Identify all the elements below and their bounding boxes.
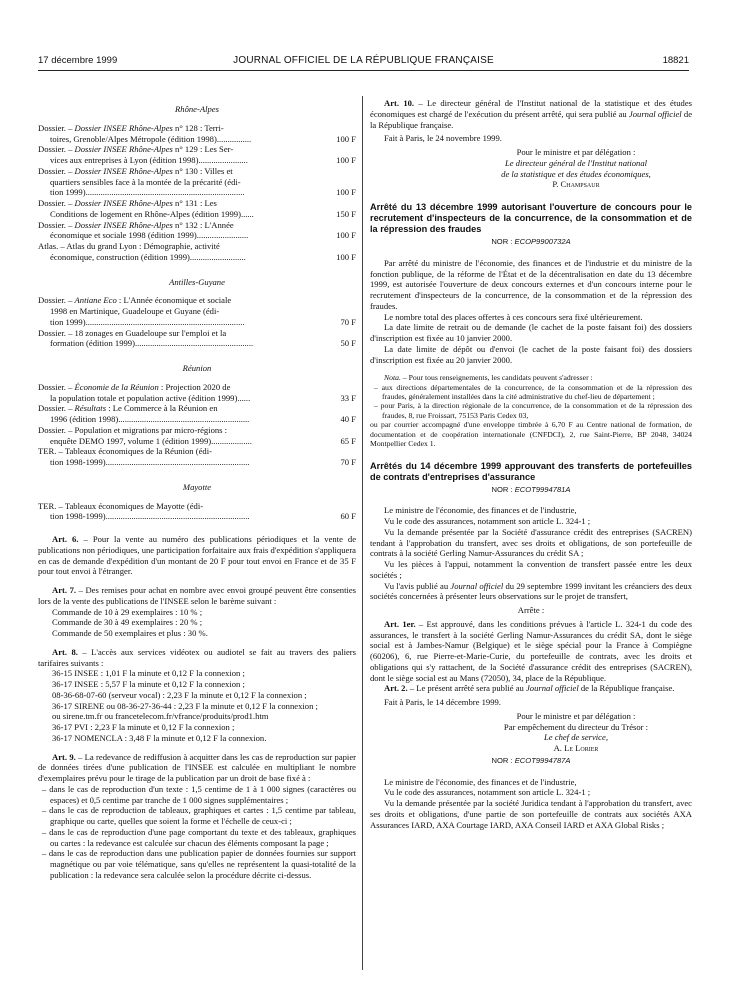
publication-entry — [38, 220, 356, 242]
header-rule — [38, 70, 689, 71]
list-item: Commande de 10 à 29 exemplaires : 10 % ; — [52, 606, 203, 617]
list-item: 36-17 PVI : 2,23 F la minute et 0,12 F la connexion ; — [52, 722, 235, 732]
region-title-reunion: Réunion — [182, 363, 212, 373]
entry-title-continued: 1996 (édition 1998)............................................................. — [50, 414, 250, 424]
publication-entry — [38, 144, 356, 166]
article-7: Art. 7. – Des remises pour achat en nombre avec envoi groupé peuvent être consenties lors de la vente des publications de l'INSEE selon le barème suivant : — [38, 585, 357, 606]
arrete-3-para-2: Vu le code des assurances, notamment son article L. 324-1 ; — [384, 787, 591, 798]
entry-title-continued: la population totale et population active (édition 1999)...... — [50, 392, 251, 403]
entry-title: n° 129 : Les Ser- — [172, 144, 234, 155]
mayotte-list — [38, 501, 356, 523]
article-8-items — [38, 668, 356, 743]
entry-title-continued: quartiers sensibles face à la montée de la précarité (édi- tion 1999).......................................................................... — [50, 176, 245, 198]
antilles-list — [38, 295, 356, 349]
arrete-2-para-4: Vu les pièces à l'appui, notamment la convention de transfert passée entre les deux sociétés ; — [370, 559, 692, 580]
region-title-mayotte: Mayotte — [182, 481, 212, 492]
reunion-list — [38, 382, 356, 468]
page-number: 18821 — [662, 55, 689, 66]
entry-series: Économie de la Réunion — [74, 381, 159, 392]
entry-type: TER. – — [38, 500, 65, 511]
journal-title: JOURNAL OFFICIEL DE LA RÉPUBLIQUE FRANÇAISE — [233, 55, 494, 66]
entry-price: 33 F — [340, 392, 356, 403]
list-item: Commande de 30 à 49 exemplaires : 20 % ; — [52, 617, 203, 628]
entry-price: 150 F — [336, 208, 356, 219]
arrete-1-para-2: Le nombre total des places offertes à ces concours sera fixé ultérieurement. — [384, 311, 643, 322]
entry-price: 65 F — [340, 435, 356, 446]
entry-type: Dossier. – — [38, 219, 75, 230]
list-item: – dans le cas de reproduction de tableaux, graphiques et cartes : 1,5 centime par tableau, graphique ou carte, quelles que soient la forme et l'échelle de ceux-ci ; — [42, 805, 356, 826]
entry-type: Dossier. – — [38, 144, 75, 155]
nor-3: NOR : ECOT9994787A — [491, 755, 571, 765]
entry-title: 18 zonages en Guadeloupe sur l'emploi et la — [74, 327, 227, 338]
list-item: – dans le cas de reproduction dans une publication papier de données fournies sur support magnétique ou par voie télématique, sans qu'elles ne représentent la quasi-totalité de la publication : la redevance sera calculée selon la procédure décrite ci-dessus. — [42, 848, 356, 880]
entry-type: TER. – — [38, 446, 65, 457]
publication-entry — [38, 123, 356, 145]
entry-title-continued: économique et sociale 1998 (édition 1999)........................ — [50, 230, 249, 241]
entry-title: n° 130 : Villes et — [172, 165, 233, 176]
entry-series: Dossier INSEE Rhône-Alpes — [74, 144, 173, 155]
arrete-title-1: Arrêté du 13 décembre 1999 autorisant l'ouverture de concours pour le recrutement d'inspecteurs de la concurrence, de la consommation et de la répression des fraudes — [370, 202, 692, 234]
rhone-list — [38, 123, 356, 263]
list-item: – pour Paris, à la direction régionale de la concurrence, de la consommation et de la répression des fraudes, 8, rue Froissart, 75153 Paris Cedex 03, — [374, 401, 692, 420]
entry-price: 70 F — [340, 316, 356, 327]
nor-2: NOR : ECOT9994781A — [491, 484, 571, 494]
publication-entry — [38, 446, 356, 468]
entry-title: Atlas du grand Lyon : Démographie, activité — [66, 241, 220, 251]
nota-items — [370, 383, 692, 421]
article-9-items — [38, 784, 356, 881]
left-column — [38, 98, 356, 881]
nota-block: Nota. – Pour tous renseignements, les candidats peuvent s'adresser : – aux directions départementales de la concurrence, de la consommation et de la répression des fraudes, généralement installées dans la cité administrative du chef-lieu de département ; – pour Paris, à la direction régionale de la concurrence, de la consommation et de la répression des fraudes, 8, rue Froissart, 75153 Paris Cedex 03, ou par courrier accompagné d'une enveloppe timbrée à 6,70 F au Centre national de formation, de documentation et de coopération internationale (CNFDCI), 2, rue Saint-Pierre, BP 2048, 34024 Montpellier Cedex 1. — [370, 373, 692, 449]
entry-title-continued: Conditions de logement en Rhône-Alpes (édition 1999)...... — [50, 208, 254, 219]
arrete-2-para-2: Vu le code des assurances, notamment son article L. 324-1 ; — [384, 516, 591, 526]
arrete-2-para-5: Vu l'avis publié au Journal officiel du 29 septembre 1999 invitant les créanciers des deux sociétés concernées à présenter leurs observations sur le projet de transfert, — [370, 580, 693, 602]
entry-title-continued: économique, construction (édition 1999).......................... — [50, 251, 246, 262]
entry-title: Tableaux économiques de Mayotte (édi- — [64, 500, 204, 511]
entry-price: 70 F — [340, 457, 356, 467]
list-item: 36-15 INSEE : 1,01 F la minute et 0,12 F la connexion ; — [52, 668, 245, 679]
list-item: – aux directions départementales de la concurrence, de la consommation et de la répression des fraudes, généralement installées dans la cité administrative du chef-lieu de département ; — [374, 382, 692, 402]
article-6: Art. 6. – Pour la vente au numéro des publications périodiques et la vente de publications non périodiques, une participation forfaitaire aux frais d'expédition s'appliquera en cas de demande d'expédition d'un montant de 20 F pour tout envoi en France et de 35 F pour tout envoi à l'étranger. — [38, 534, 357, 577]
list-item: 36-17 NOMENCLA : 3,48 F la minute et 0,12 F la connexion. — [52, 732, 267, 743]
list-item: Commande de 50 exemplaires et plus : 30 %. — [52, 628, 208, 638]
list-item: – dans le cas de reproduction d'un texte : 1,5 centime de 1 à 1 000 signes (caractères ou espaces) et 0,5 centime par tranche de 1 000 signes supplémentaires ; — [42, 783, 356, 805]
entry-series: Dossier INSEE Rhône-Alpes — [74, 122, 173, 133]
publication-entry — [38, 403, 356, 425]
entry-price: 100 F — [336, 155, 356, 165]
entry-type: Dossier. – — [38, 122, 75, 133]
arrete-title-2: Arrêtés du 14 décembre 1999 approuvant des transferts de portefeuilles de contrats d'entreprises d'assurance — [370, 460, 692, 482]
entry-series: Dossier INSEE Rhône-Alpes — [74, 198, 173, 208]
entry-title-continued: 1998 en Martinique, Guadeloupe et Guyane (édi- tion 1999).......................................................................... — [50, 306, 245, 327]
arrete-1-para-1: Par arrêté du ministre de l'économie, des finances et de l'industrie et du ministre de la fonction publique, de la réforme de l'État et de la décentralisation en date du 13 décembre 1999, est autorisée l'ouverture de deux concours externes et d'un concours interne pour le recrutement d'inspecteurs de la concurrence, de la consommation et de la répression des fraudes. — [370, 257, 692, 311]
entry-price: 100 F — [336, 133, 356, 144]
list-item: – dans le cas de reproduction d'une page comportant du texte et des tableaux, graphiques ou cartes : la redevance est calculée sur chacun des éléments composant la page ; — [42, 826, 356, 848]
entry-title-continued: formation (édition 1999)....................................................... — [50, 338, 254, 349]
publication-entry — [38, 425, 356, 447]
arrete-2-para-3: Vu la demande présentée par la Société d'assurance crédit des entreprises (SACREN) tendant à l'approbation du transfert, avec ses droits et obligations, de son portefeuille de contrats à la société Gerling Namur-Assurances du crédit SA ; — [370, 526, 692, 559]
column-divider — [362, 96, 363, 970]
publication-entry — [38, 295, 356, 327]
entry-title: n° 131 : Les — [172, 198, 217, 208]
entry-title-continued: enquête DEMO 1997, volume 1 (édition 1999)................... — [50, 435, 252, 446]
entry-title-continued: vices aux entreprises à Lyon (édition 1998)....................... — [50, 155, 248, 165]
region-title-antilles: Antilles-Guyane — [169, 276, 225, 287]
publication-entry — [38, 198, 356, 220]
article-1: Art. 1er. – Est approuvé, dans les conditions prévues à l'article L. 324-1 du code des assurances, le transfert à la société Gerling Namur-Assurances du crédit SA, dont le siège social est à Jambes-Namur (Belgique) et le siège spécial pour la France à Compiègne (60206), 6, rue Pierre-et-Marie-Curie, du portefeuille de contrats, avec les droits et obligations qui s'y rattachent, de la Société d'assurance crédit des entreprises (SACREN), dont le siège social est au Mans (72050), 34, place de la République. — [370, 618, 693, 683]
entry-title: : Le Commerce à la Réunion en — [106, 403, 218, 414]
publication-entry — [38, 166, 356, 198]
entry-price: 100 F — [336, 251, 356, 262]
article-2: Art. 2. – Le présent arrêté sera publié au Journal officiel de la République française. — [384, 683, 675, 694]
entry-type: Dossier. – — [38, 403, 75, 414]
signature-date-1: Fait à Paris, le 24 novembre 1999. — [384, 133, 502, 144]
article-8: Art. 8. – L'accès aux services vidéotex ou audiotel se fait au travers des paliers tarifaires suivants : — [38, 646, 357, 668]
entry-title: Tableaux économiques de la Réunion (édi- — [64, 446, 212, 457]
entry-title-continued: tion 1998-1999)................................................................... — [50, 457, 250, 467]
entry-title: n° 128 : Terri- — [172, 122, 224, 133]
nota-tail: ou par courrier accompagné d'une enveloppe timbrée à 6,70 F au Centre national de formation, de documentation et de coopération internationale (CNFDCI), 2, rue Saint-Pierre, BP 2048, 34024 Montpellier Cedex 1. — [370, 420, 692, 449]
entry-type: Dossier. – — [38, 424, 75, 435]
entry-type: Dossier. – — [38, 381, 75, 392]
entry-price: 60 F — [340, 511, 356, 522]
arrete-heading: Arrête : — [517, 605, 545, 615]
entry-title-continued: toires, Grenoble/Alpes Métropole (édition 1998)................ — [50, 133, 252, 144]
entry-price: 40 F — [340, 414, 356, 424]
entry-title: : Projection 2020 de — [158, 381, 231, 392]
entry-series: Antiane Eco — [74, 295, 117, 306]
arrete-3-para-3: Vu la demande présentée par la société Juridica tendant à l'approbation du transfert, avec ses droits et obligations, d'une partie de son portefeuille de contrats aux sociétés AXA Assurances IARD, AXA Courtage IARD, AXA Conseil IARD et AXA Global Risks ; — [370, 798, 692, 830]
list-item: 08-36-68-07-60 (serveur vocal) : 2,23 F la minute et 0,12 F la connexion ; — [52, 689, 307, 700]
publication-entry — [38, 241, 356, 263]
entry-price: 100 F — [336, 230, 356, 241]
region-title-rhone: Rhône-Alpes — [175, 104, 219, 114]
header-date: 17 décembre 1999 — [38, 55, 118, 66]
page-header — [38, 55, 689, 69]
arrete-1-para-3: La date limite de retrait ou de demande (le cachet de la poste faisant foi) des dossiers d'inscription est fixée au 10 janvier 2000. — [370, 322, 692, 343]
publication-entry — [38, 382, 356, 404]
entry-title: n° 132 : L'Année — [172, 219, 234, 230]
article-10: Art. 10. – Le directeur général de l'Institut national de la statistique et des études économiques est chargé de l'exécution du présent arrêté, qui sera publié au Journal officiel de la République française. — [370, 98, 693, 130]
article-7-items — [38, 607, 356, 639]
entry-title: : L'Année économique et sociale — [116, 295, 232, 306]
signature-block-2: Pour le ministre et par délégation : Par empêchement du directeur du Trésor : Le chef de service, A. Le Lorier — [503, 710, 649, 753]
list-item: 36-17 SIRENE ou 08-36-27-36-44 : 2,23 F la minute et 0,12 F la connexion ; — [52, 700, 318, 711]
entry-series: Dossier INSEE Rhône-Alpes — [74, 219, 173, 230]
entry-type: Dossier. – — [38, 198, 75, 208]
nor-1: NOR : ECOP9900732A — [491, 237, 571, 246]
right-column — [370, 98, 692, 830]
article-9: Art. 9. – La redevance de rediffusion à acquitter dans les cas de reproduction sur papier de données tirées d'une publication de l'INSEE est calculée en multipliant le nombre d'exemplaires prévu pour le tirage de la publication par un droit de base fixé à : — [38, 751, 356, 783]
arrete-1-para-4: La date limite de dépôt ou d'envoi (le cachet de la poste faisant foi) des dossiers d'inscription est fixée au 20 janvier 2000. — [370, 343, 692, 365]
entry-type: Dossier. – — [38, 165, 75, 176]
entry-series: Résultats — [74, 403, 107, 414]
entry-title: Population et migrations par micro-régions : — [74, 424, 228, 435]
list-item: 36-17 INSEE : 5,57 F la minute et 0,12 F la connexion ; — [52, 679, 245, 689]
entry-price: 50 F — [340, 338, 356, 349]
entry-series: Dossier INSEE Rhône-Alpes — [74, 165, 173, 176]
signature-block-1: Pour le ministre et par délégation : Le directeur général de l'Institut national de la statistique et des études économiques, P. Champsaur — [501, 147, 651, 190]
arrete-3-para-1: Le ministre de l'économie, des finances et de l'industrie, — [384, 776, 577, 787]
entry-price: 100 F — [336, 187, 356, 198]
arrete-2-para-1: Le ministre de l'économie, des finances et de l'industrie, — [384, 505, 577, 516]
publication-entry — [38, 328, 356, 350]
entry-title-continued: tion 1998-1999)................................................................... — [50, 511, 250, 522]
publication-entry — [38, 501, 356, 523]
list-item: ou sirene.tm.fr ou francetelecom.fr/vfrance/produits/prod1.htm — [52, 711, 269, 722]
entry-type: Dossier. – — [38, 327, 75, 338]
entry-type: Dossier. – — [38, 295, 75, 306]
entry-type: Atlas. – — [38, 241, 67, 251]
signature-date-2: Fait à Paris, le 14 décembre 1999. — [384, 697, 501, 707]
